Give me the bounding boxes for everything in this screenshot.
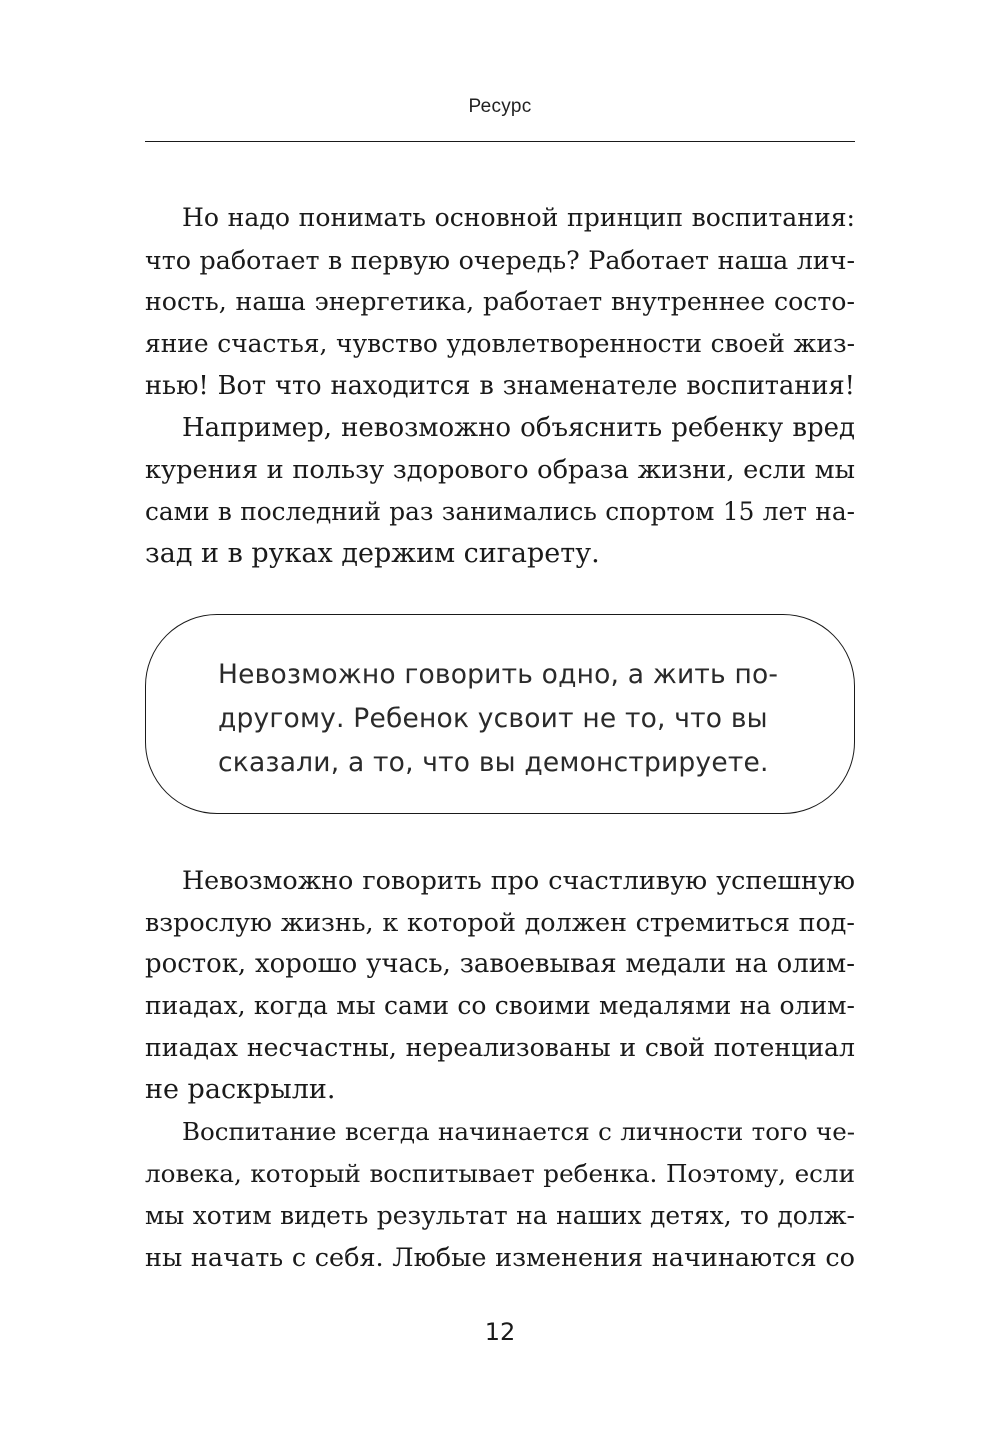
text-line: пиадах, когда мы сами со своими медалями на олим- [145,991,855,1020]
text-line: Например, невозможно объяснить ребенку вред [182,413,855,443]
text-line: нью! Вот что находится в знаменателе воспитания! [145,371,855,401]
text-line: ность, наша энергетика, работает внутреннее состо- [145,287,855,316]
text-line: Невозможно говорить про счастливую успешную [182,865,855,895]
page-number: 12 [484,1318,516,1346]
text-line: росток, хорошо учась, завоевывая медали на олим- [145,949,855,979]
text-line: зад и в руках держим сигарету. [145,538,600,569]
text-line: взрослую жизнь, к которой должен стремиться под- [145,907,855,937]
text-line: ловека, который воспитывает ребенка. Поэтому, если [145,1159,855,1188]
callout-line: Невозможно говорить одно, а жить по- [218,659,779,690]
quote-callout-box [145,614,855,814]
text-line: Но надо понимать основной принцип воспитания: [182,203,855,232]
callout-line: другому. Ребенок усвоит не то, что вы [218,703,768,734]
body-text-bottom [145,859,855,1279]
body-text-top [145,197,855,575]
text-line: яние счастья, чувство удовлетворенности своей жиз- [145,329,855,358]
text-line: ны начать с себя. Любые изменения начинаются со [145,1243,855,1273]
text-line: пиадах несчастны, нереализованы и свой потенциал [145,1033,855,1062]
text-line: что работает в первую очередь? Работает наша лич- [145,245,855,275]
text-line: курения и пользу здорового образа жизни, если мы [145,455,855,485]
text-line: Воспитание всегда начинается с личности того че- [182,1117,855,1146]
callout-line: сказали, а то, что вы демонстрируете. [218,747,769,778]
text-line: не раскрыли. [145,1074,336,1105]
quote-callout-text [218,653,778,785]
header-divider [145,141,855,142]
text-line: сами в последний раз занимались спортом 15 лет на- [145,497,855,526]
running-title: Ресурс [468,96,532,117]
text-line: мы хотим видеть результат на наших детях, то долж- [145,1201,855,1230]
